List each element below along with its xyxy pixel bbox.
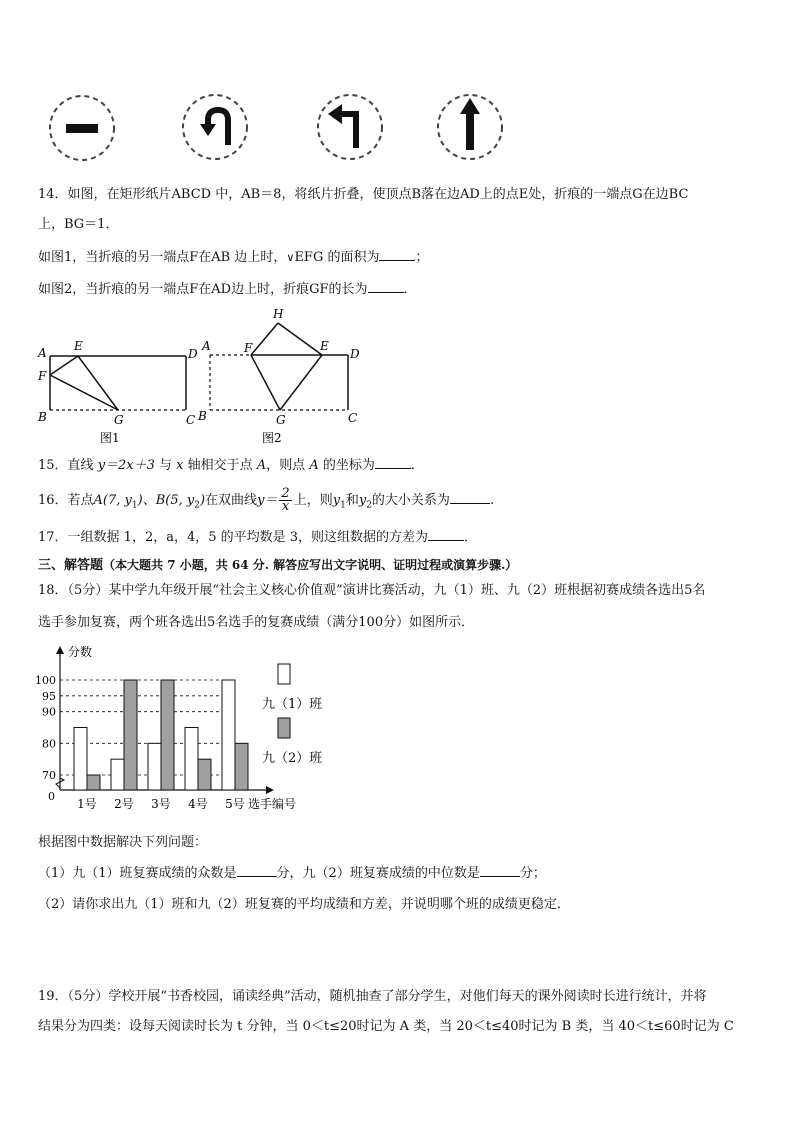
- bar-2-2: [124, 680, 137, 790]
- q16-y2-sub: 2: [366, 500, 372, 511]
- figure-1: [37, 339, 198, 445]
- q16-numerator: 2: [281, 486, 290, 501]
- fig1-label-f: F: [38, 369, 47, 383]
- q15-end: ．: [410, 458, 424, 473]
- q14-line3-text: 如图1，当折痕的另一端点F在AB 边上时，: [38, 250, 287, 265]
- answer-blank-q15[interactable]: [375, 456, 411, 469]
- q18-sub2: （2）请你求出九（1）班和九（2）班复赛的平均成绩和方差，并说明哪个班的成绩更稳定．: [38, 897, 570, 912]
- legend-swatch-1: [278, 664, 290, 684]
- q14-line4: [38, 280, 417, 299]
- bar-1-1: [74, 728, 87, 791]
- q17: [38, 528, 477, 547]
- q15-point-a2: A: [309, 458, 319, 473]
- q16-and: 和: [345, 493, 359, 508]
- q14-line4-end: ．: [403, 282, 417, 297]
- x-axis-label: 选手编号: [248, 797, 297, 811]
- q16-point-b: B(5, y: [155, 493, 195, 508]
- q19-line2: 结果分为四类：设每天阅读时长为 t 分钟，当 0＜t≤20时记为 A 类，当 20＜t≤40时记为 B 类，当 40＜t≤60时记为 C: [38, 1019, 734, 1034]
- q18-chart: [35, 640, 360, 820]
- q18-line1: 18．（5分）某中学九年级开展“社会主义核心价值观”演讲比赛活动，九（1）班、九（2）班根据初赛成绩各选出5名: [38, 583, 706, 598]
- answer-blank-q16[interactable]: [450, 491, 490, 504]
- q17-end: ．: [464, 530, 478, 545]
- x-tick-label-5: 5号: [225, 797, 245, 811]
- figure-2: [197, 307, 360, 445]
- q16-fraction: [279, 488, 291, 513]
- q15-mid3: ，则点: [266, 458, 310, 473]
- q18-line2: 选手参加复赛，两个班各选出5名选手的复赛成绩（满分100分）如图所示．: [38, 615, 475, 630]
- q16-y1-sub: 1: [340, 500, 346, 511]
- origin-label: 0: [48, 790, 55, 803]
- fig2-label-b: B: [198, 409, 207, 423]
- q16-post: 的大小关系为: [371, 493, 450, 508]
- fig1-label-a: A: [38, 346, 47, 360]
- bar-1-5: [222, 680, 235, 790]
- q16-y2: y: [358, 493, 367, 508]
- answer-blank-q18-mode[interactable]: [237, 864, 277, 877]
- y-tick-label-70: 70: [42, 769, 56, 782]
- q14-figures-svg: [30, 300, 390, 450]
- u-turn-left-arrow-icon: [183, 95, 247, 159]
- fig2-label-d: D: [350, 347, 360, 361]
- fig1-label-g: G: [114, 413, 124, 427]
- q18-sub1a: （1）九（1）班复赛成绩的众数是: [38, 866, 237, 881]
- q16-denominator: x: [281, 499, 290, 514]
- q16-end: .: [489, 493, 495, 508]
- bar-1-4: [185, 728, 198, 791]
- fig2-label-c: C: [348, 411, 358, 425]
- answer-blank-q17[interactable]: [428, 528, 464, 541]
- bar-1-3: [148, 743, 161, 790]
- q15: [38, 456, 424, 475]
- straight-up-arrow-icon: [438, 95, 502, 159]
- fig1-label-b: B: [38, 410, 47, 424]
- q14-line3-end: ；: [415, 250, 429, 265]
- q18-chart-svg: [35, 640, 360, 820]
- q15-x: x: [176, 458, 184, 473]
- q15-mid: 与: [154, 458, 177, 473]
- bar-2-5: [235, 743, 248, 790]
- x-tick-label-2: 2号: [114, 797, 134, 811]
- fig2-label-a: A: [202, 339, 211, 353]
- x-tick-label-3: 3号: [151, 797, 171, 811]
- fig2-label-f: F: [244, 341, 253, 355]
- q15-equation: y＝2x＋3: [97, 458, 155, 473]
- q15-pre: 15．直线: [38, 458, 98, 473]
- answer-blank-q18-median[interactable]: [480, 864, 520, 877]
- turn-left-arrow-icon: [318, 95, 382, 159]
- bar-1-2: [111, 759, 124, 790]
- fig1-label-e: E: [74, 339, 83, 353]
- q16-pre: 16．若点: [38, 493, 94, 508]
- q16-point-a: A(7, y: [93, 493, 132, 508]
- traffic-signs-svg: [40, 90, 520, 170]
- q15-point-a: A: [256, 458, 267, 473]
- y-tick-label-90: 90: [42, 705, 56, 719]
- q16-a-sub: 1: [131, 500, 138, 511]
- q18-sub1b: 分，九（2）班复赛成绩的中位数是: [276, 866, 480, 881]
- q14-line2: 上，BG＝1．: [38, 217, 119, 232]
- q14-line3-area: EFG 的面积为: [294, 250, 380, 265]
- x-axis-arrow: [266, 786, 274, 794]
- q19-line1: 19．（5分）学校开展“书香校园，诵读经典”活动，随机抽查了部分学生，对他们每天的课外阅读时长进行统计，并将: [38, 989, 707, 1004]
- fig1-caption: 图1: [100, 431, 120, 445]
- q16: [38, 486, 494, 521]
- fig2-label-g: G: [276, 413, 286, 427]
- q16-mid: 在双曲线: [205, 493, 258, 508]
- bar-2-1: [87, 775, 100, 790]
- fig2-caption: 图2: [262, 431, 282, 445]
- fig1-label-c: C: [186, 413, 196, 427]
- q18-after: 根据图中数据解决下列问题：: [38, 835, 208, 850]
- fig2-label-e: E: [320, 339, 329, 353]
- legend-swatch-2: [278, 718, 290, 738]
- section3-heading: [38, 556, 517, 575]
- q16-mid2: 上，则: [293, 493, 333, 508]
- y-tick-label-95: 95: [42, 689, 56, 703]
- bar-2-4: [198, 759, 211, 790]
- bar-2-3: [161, 680, 174, 790]
- q16-b-sub: 2: [194, 500, 200, 511]
- q16-y-eq: y＝: [257, 493, 278, 508]
- q16-sep: 、: [142, 493, 156, 508]
- triangle-symbol: ∨: [286, 251, 295, 264]
- no-entry-bar-icon: [50, 96, 114, 160]
- q16-a-end: ): [137, 493, 143, 508]
- q16-b-end: ): [199, 493, 206, 508]
- fig2-label-h: H: [273, 307, 284, 321]
- q16-y1: y: [332, 493, 341, 508]
- answer-blank-q14-1[interactable]: [379, 248, 415, 261]
- traffic-signs-row: [40, 90, 520, 170]
- y-tick-label-100: 100: [35, 674, 56, 687]
- legend-label-1: 九（1）班: [262, 697, 323, 712]
- q15-mid2: 轴相交于点: [183, 458, 257, 473]
- y-tick-label-80: 80: [42, 737, 56, 751]
- q14-line3: [38, 248, 428, 267]
- fig1-label-d: D: [188, 347, 198, 361]
- section3-note: （本大题共 7 小题，共 64 分. 解答应写出文字说明、证明过程或演算步骤.）: [103, 558, 518, 572]
- q18-sub1: [38, 864, 546, 883]
- answer-blank-q14-2[interactable]: [368, 280, 404, 293]
- x-tick-label-1: 1号: [77, 797, 97, 811]
- q17-text: 17．一组数据 1，2，a，4，5 的平均数是 3，则这组数据的方差为: [38, 530, 429, 545]
- q14-line1: 14．如图，在矩形纸片ABCD 中，AB＝8，将纸片折叠，使顶点B落在边AD上的点E处，折痕的一端点G在边BC: [38, 187, 689, 202]
- q14-line4-text: 如图2，当折痕的另一端点F在AD边上时，折痕GF的长为: [38, 282, 368, 297]
- section3-title: 三、解答题: [38, 558, 104, 573]
- y-axis-label: 分数: [68, 645, 93, 659]
- q14-figures: [30, 300, 390, 450]
- x-tick-label-4: 4号: [188, 797, 208, 811]
- y-axis-arrow: [56, 646, 64, 654]
- q15-post: 的坐标为: [318, 458, 375, 473]
- legend-label-2: 九（2）班: [262, 751, 323, 766]
- q18-sub1c: 分；: [519, 866, 546, 881]
